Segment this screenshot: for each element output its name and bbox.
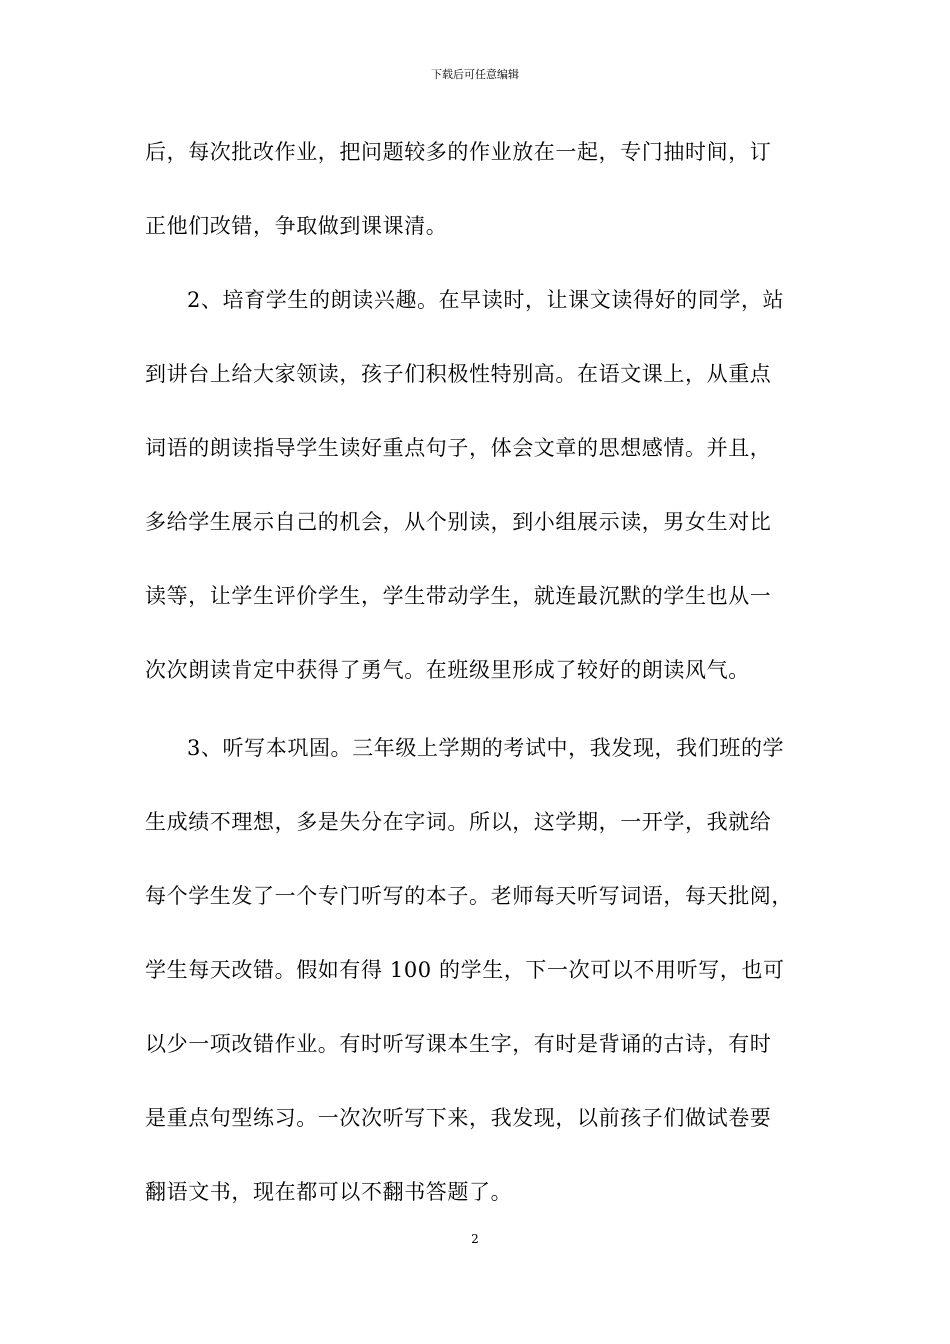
body-line: 翻语文书，现在都可以不翻书答题了。	[145, 1180, 513, 1204]
page-number: 2	[471, 1232, 479, 1246]
paragraph-start-line: 2、培育学生的朗读兴趣。在早读时，让课文读得好的同学，站	[187, 288, 785, 312]
body-line: 学生每天改错。假如有得 100 的学生，下一次可以不用听写，也可	[145, 958, 785, 982]
body-line: 次次朗读肯定中获得了勇气。在班级里形成了较好的朗读风气。	[145, 658, 750, 682]
body-line: 多给学生展示自己的机会，从个别读，到小组展示读，男女生对比	[145, 510, 772, 534]
body-line: 生成绩不理想，多是失分在字词。所以，这学期，一开学，我就给	[145, 810, 772, 834]
body-line: 每个学生发了一个专门听写的本子。老师每天听写词语，每天批阅，	[145, 884, 793, 908]
body-line: 正他们改错，争取做到课课清。	[145, 214, 448, 238]
page-header: 下载后可任意编辑	[431, 68, 519, 81]
paragraph-start-line: 3、听写本巩固。三年级上学期的考试中，我发现，我们班的学	[187, 736, 785, 760]
body-line: 后，每次批改作业，把问题较多的作业放在一起，专门抽时间，订	[145, 140, 772, 164]
body-line: 以少一项改错作业。有时听写课本生字，有时是背诵的古诗，有时	[145, 1032, 772, 1056]
body-line: 词语的朗读指导学生读好重点句子，体会文章的思想感情。并且，	[145, 436, 772, 460]
body-line: 是重点句型练习。一次次听写下来，我发现，以前孩子们做试卷要	[145, 1106, 772, 1130]
body-line: 到讲台上给大家领读，孩子们积极性特别高。在语文课上，从重点	[145, 362, 772, 386]
body-line: 读等，让学生评价学生，学生带动学生，就连最沉默的学生也从一	[145, 584, 772, 608]
